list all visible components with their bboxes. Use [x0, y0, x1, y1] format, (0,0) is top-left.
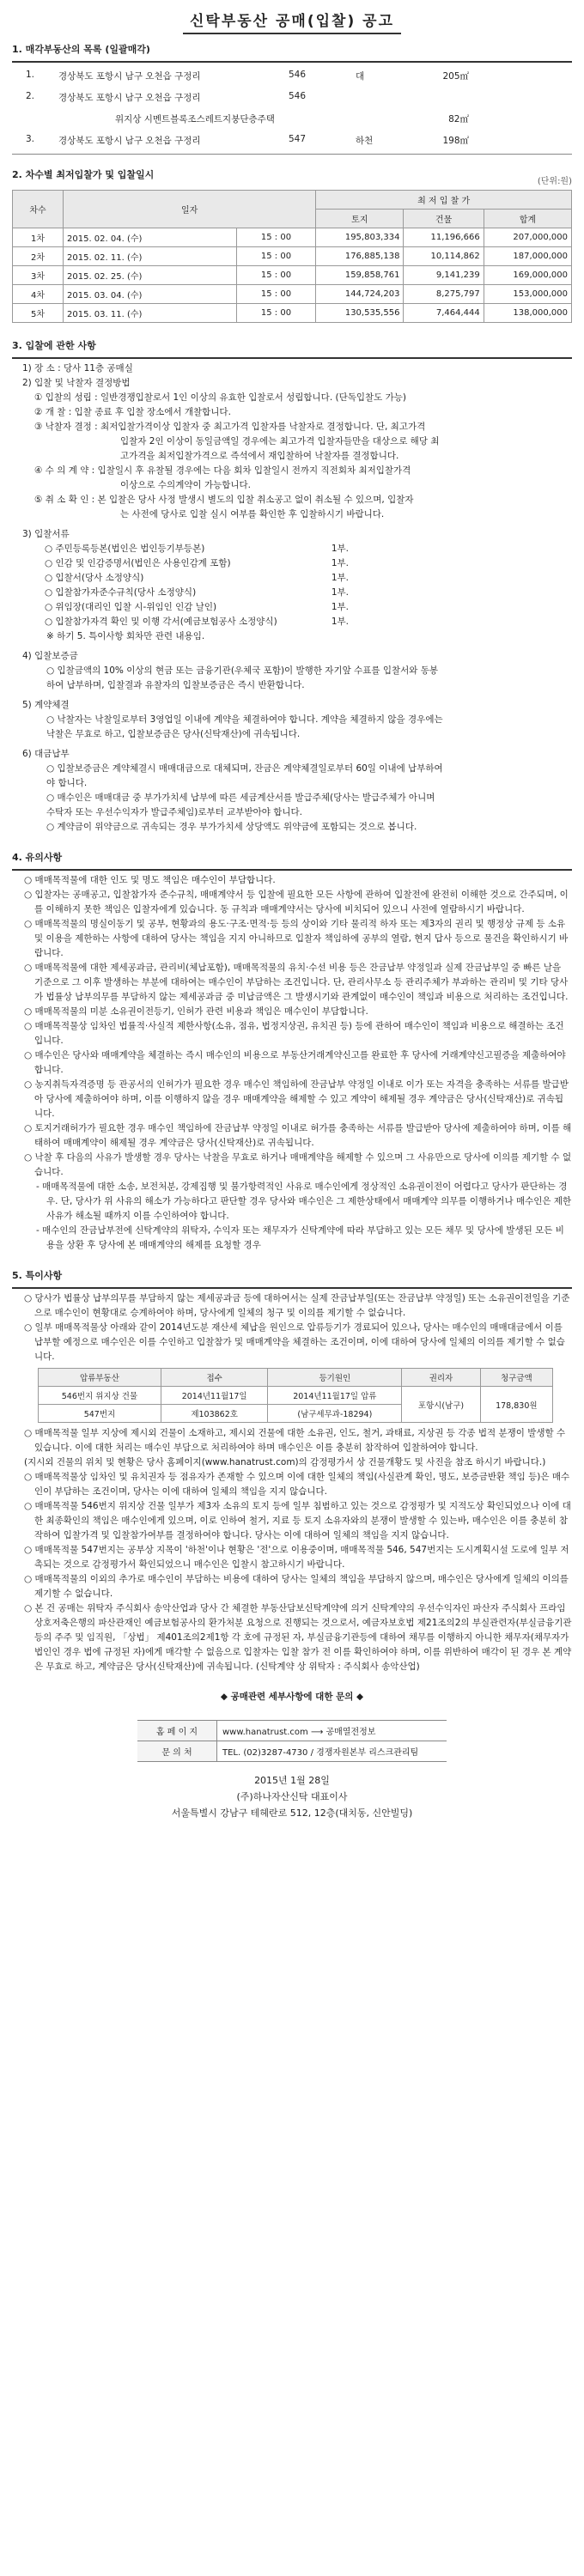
list-item: ○ 입찰참가자격 확인 및 이행 각서(예금보험공사 소정양식) 1부. — [45, 617, 349, 627]
divider — [12, 357, 572, 359]
list-item: (지시외 건물의 위치 및 현황은 당사 홈페이지(www.hanatrust.com)의 감정평가서 상 건물개황도 및 사진을 참조 하시기 바랍니다.) — [24, 1457, 546, 1467]
special-notes — [12, 1291, 572, 1364]
list-item: - 매수인의 잔금납부전에 신탁계약의 위탁자, 수익자 또는 채무자가 신탁계약에 따라 부담하고 있는 모든 채무 및 당사에 발생된 모든 비용을 상환 후 당사에 본 매매계약의 해제를 요청할 경우 — [36, 1225, 564, 1250]
table-row: 547번지 제103862호 (남구세무과-18294) — [39, 1405, 553, 1423]
list-item: - 매매목적물에 대한 소송, 보전처분, 강제집행 및 불가항력적인 사유로 매수인에게 정상적인 소유권이전이 어렵다고 당사가 판단하는 경우. 단, 당사가 위 사유의 해소가 가능하다고 판단할 경우 당사와 매수인은 그 제한상태에서 매매계약 의무를 이행하거나 매수인은 제한사유가 해소될 때까지 이를 수인하여야 합니다. — [36, 1182, 572, 1221]
table-header-row: 압류부동산 접수 등기원인 권리자 청구금액 — [39, 1369, 553, 1387]
list-item: ○ 토지거래허가가 필요한 경우 매수인 책임하에 잔금납부 약정일 이내로 허가를 충족하는 서류를 발급받아 당사에 제출하여야 하며, 이를 해태하여 매매계약이 해제될 경우 계약금은 당사(신탁재산)로 귀속됩니다. — [24, 1123, 572, 1148]
table-row: 홈 페 이 지 www.hanatrust.com ⟶ 공매열전정보 — [137, 1721, 447, 1741]
divider — [12, 869, 572, 871]
homepage-link[interactable]: www.hanatrust.com ⟶ 공매열전정보 — [217, 1721, 447, 1741]
table-header-row: 차수 일자 최 저 입 찰 가 — [13, 191, 572, 210]
section5-heading: 5. 특이사항 — [12, 1270, 63, 1281]
list-item: ○ 매매목적물에 대한 인도 및 명도 책임은 매수인이 부담합니다. — [24, 875, 276, 885]
list-item: ○ 낙찰 후 다음의 사유가 발생할 경우 당사는 낙찰을 무효로 하거나 매매계약을 해제할 수 있으며 그 사유만으로 당사에 이의를 제기할 수 없습니다. — [24, 1152, 572, 1177]
signature-block: 2015년 1월 28일 (주)하나자산신탁 대표이사 서울특별시 강남구 테헤란로 512, 12층(대치동, 신안빌딩) — [171, 1775, 413, 1819]
table-header-row: 토지 건물 합계 — [13, 210, 572, 228]
table-row: 5차 2015. 03. 11. (수) 15 : 00 130,535,556 7,464,444 138,000,000 — [13, 304, 572, 323]
table-row: 2차 2015. 02. 11. (수) 15 : 00 176,885,138 10,114,862 187,000,000 — [13, 247, 572, 266]
divider — [12, 1287, 572, 1289]
property-row: 1. 경상북도 포항시 남구 오천읍 구정리 546 대 205㎡ — [26, 70, 469, 82]
list-item: ○ 매매목적물의 명실이동기 및 공부, 현황과의 용도·구조·면적·등 등의 상이와 기타 물리적 하자 또는 제3자의 권리 및 행정상 규제 등 소유 및 이용을 제한하는 사항에 대하여 당사는 책임을 지지 아니하므로 입찰자 책임하에 공부의 열람, 현지 답사 등으로 물건을 확인하시기 바랍니다. — [24, 919, 569, 958]
list-item: ○ 주민등록등본(법인은 법인등기부등본) 1부. — [45, 544, 349, 554]
list-item: ○ 입찰서(당사 소정양식) 1부. — [45, 573, 349, 583]
inquiry-banner: ◆ 공매관련 세부사항에 대한 문의 ◆ — [220, 1692, 364, 1702]
section1-heading: 1. 매각부동산의 목록 (일괄매각) — [12, 44, 150, 55]
list-item: ○ 매매목적물에 대한 제세공과금, 관리비(체납포함), 매매목적물의 유치·수선 비용 등은 잔금납부 약정일과 실제 잔금납부일 중 빠른 날을 기준으로 그 이후 발생하는 부분에 대하여는 매수인이 부담하는 조건입니다. 단, 관리사무소 등 관리주체가 부과하는 관리비 및 기타 당사가 법률상 납부의무를 부담하지 않는 제세공과금 중 미납금액은 그 발생시기와 관계없이 매수인이 책임과 비용으로 처리하는 조건입니다. — [24, 963, 569, 1002]
cautions-list — [12, 873, 572, 1253]
contact-table — [137, 1720, 447, 1762]
property-row: 3. 경상북도 포항시 남구 오천읍 구정리 547 하천 198㎡ — [26, 134, 469, 146]
list-item: ○ 입찰참가자준수규칙(당사 소정양식) 1부. — [45, 587, 349, 598]
unit-label: (단위:원) — [537, 177, 572, 186]
list-item: ○ 매매목적물 546번지 위지상 건물 일부가 제3자 소유의 토지 등에 일부 침범하고 있는 것으로 감정평가 및 지적도상 확인되었으나 이에 대한 최종확인의 책임은 매수인에게 있으며, 이로 인하여 철거, 지료 등 토지 소유자와의 분쟁이 발생할 수 있는바, 매수인은 이를 충분히 참작하여 입찰가격 및 입찰참가여부를 결정하여야 합니다. 당사는 이에 대하여 일체의 책임을 지지 않습니다. — [24, 1501, 571, 1540]
table-row: 4차 2015. 03. 04. (수) 15 : 00 144,724,203 8,275,797 153,000,000 — [13, 285, 572, 304]
list-item: ○ 매매목적물 일부 지상에 제시외 건물이 소재하고, 제시외 건물에 대한 소유권, 인도, 철거, 과태료, 지상권 등 각종 법적 분쟁이 발생할 수 있습니다. 이에 대한 처리는 매수인 부담으로 처리하여야 하며 매수인은 이를 충분히 참작하여 입찰하여야 합니다. — [24, 1428, 566, 1453]
list-item: ○ 매매목적물상 임차인 법률적·사실적 제한사항(소유, 점유, 법정지상권, 유치권 등) 등에 관하여 매수인이 책임과 비용으로 해결하는 조건입니다. — [24, 1021, 564, 1046]
list-item: ○ 입찰자는 공매공고, 입찰참가자 준수규칙, 매매계약서 등 입찰에 필요한 모든 사항에 관하여 입찰전에 완전히 이해한 것으로 간주되며, 이를 이해하지 못한 책임은 입찰자에게 있습니다. 동 규칙과 매매계약서는 당사에 비치되어 있으니 사전에 열람하시기 바랍니다. — [24, 890, 569, 914]
bidding-details: 1) 장 소 : 당사 11층 공매실 2) 입찰 및 낙찰자 결정방법 ① 입찰의 성립 : 일반경쟁입찰로서 1인 이상의 유효한 입찰로서 성립합니다. (단독입찰도 가능) ② 개 찰 : 입찰 종료 후 입찰 장소에서 개찰합니다. ③ 낙찰자 결정 : 최저입찰가격이상 입찰자 중 최고가격 입찰자를 낙찰자로 결정합니다. 단, 최고가격 입찰자 2인 이상이 동일금액일 경우에는 최고가격 입찰자들만을 대상으로 해당 최 고가격을 최저입찰가격으로 즉석에서 재입찰하여 낙찰자를 결정합니다. ④ 수 의 계 약 : 입찰일시 후 유찰될 경우에는 다음 회차 입찰일시 전까지 직전회차 최저입찰가격 이상으로 수의계약이 가능합니다. ⑤ 취 소 확 인 : 본 입찰은 당사 사정 발생시 별도의 입찰 취소공고 없이 취소될 수 있으며, 입찰자 는 사전에 당사로 입찰 실시 여부를 확인한 후 입찰하시기 바랍니다. 3) 입찰서류 ○ 주민등록등본(법인은 법인등기부등본) 1부. ○ 인감 및 인감증명서(법인은 사용인감계 포함) 1부. ○ 입찰서(당사 소정양식) 1부. ○ 입찰참가자준수규칙(당사 소정양식) 1부. ○ 위임장(대리인 입찰 시-위임인 인감 날인) 1부. ○ 입찰참가자격 확인 및 이행 각서(예금보험공사 소정양식) 1부. ※ 하기 5. 특이사항 회차만 관련 내용임. 4) 입찰보증금 ○ 입찰금액의 10% 이상의 현금 또는 금융기관(우체국 포함)이 발행한 자기앞 수표를 입찰서와 동봉 하여 납부하며, 입찰결과 유찰자의 입찰보증금은 즉시 반환합니다. 5) 계약체결 ○ 낙찰자는 낙찰일로부터 3영업일 이내에 계약을 체결하여야 합니다. 계약을 체결하지 않을 경우에는 낙찰은 무효로 하고, 입찰보증금은 당사(신탁재산)에 귀속됩니다. 6) 대금납부 ○ 입찰보증금은 계약체결시 매매대금으로 대체되며, 잔금은 계약체결일로부터 60일 이내에 납부하여 야 합니다. ○ 매수인은 매매대금 중 부가가치세 납부에 따른 세금계산서를 발급주체(당사는 발급주체가 아니며 수탁자 또는 우선수익자가 발급주체임)로부터 교부받아야 합니다. ○ 계약금이 위약금으로 귀속되는 경우 부가가치세 상당액도 위약금에 포함되는 것으로 봅니다. — [12, 361, 572, 835]
list-item: ○ 매수인은 당사와 매매계약을 체결하는 즉시 매수인의 비용으로 부동산거래계약신고를 완료한 후 당사에 거래계약신고필증을 제출하여야 합니다. — [24, 1050, 566, 1075]
list-item: ○ 본 건 공매는 위탁자 주식회사 송악산업과 당사 간 체결한 부동산담보신탁계약에 의거 신탁계약의 우선수익자인 파산자 주식회사 프라임상호저축은행의 파산관재인 예금보험공사의 환가처분 요청으로 진행되는 것으로서, 예금자보호법 제21조의2의 부실관련자(부실금융기관등의 주주 및 임직원, 「상법」 제401조의2제1항 각 호에 규정된 자, 부실금융기관등에 대하여 채무를 이행하지 아니한 채무자(채무자가 법인인 경우 법에 규정된 자)에게 매각할 수 없음으로 입찰자는 입찰 참가 전 이를 확인하여야 하며, 이를 위반하여 매각이 된 경우 본 계약은 무효로 하고, 계약금은 당사(신탁재산)에 귀속됩니다. (신탁계약 상 위탁자 : 주식회사 송악산업) — [24, 1603, 572, 1672]
divider — [12, 154, 572, 155]
table-row: 문 의 처 TEL. (02)3287-4730 / 경쟁자원본부 리스크관리팀 — [137, 1741, 447, 1762]
list-item: ○ 당사가 법률상 납부의무를 부담하지 않는 제세공과금 등에 대하여서는 실제 잔금납부일(또는 잔금납부 약정일) 또는 소유권이전일을 기준으로 매수인이 현황대로 승계하여야 하며, 당사에게 일체의 청구 및 이의를 제기할 수 없습니다. — [24, 1293, 570, 1318]
property-list-table — [12, 65, 572, 151]
special-notes-continued — [12, 1426, 572, 1674]
section2-header — [12, 157, 572, 186]
divider — [12, 61, 572, 63]
list-item: ○ 매매목적물의 미분 소유권이전등기, 인허가 관련 비용과 책임은 매수인이 부담합니다. — [24, 1006, 368, 1017]
section2-heading: 2. 차수별 최저입찰가 및 입찰일시 — [12, 169, 155, 180]
property-row: 2. 경상북도 포항시 남구 오천읍 구정리 546 — [26, 91, 307, 103]
bid-schedule-table — [12, 190, 572, 323]
list-item: ○ 인감 및 인감증명서(법인은 사용인감계 포함) 1부. — [45, 558, 349, 568]
list-item: ○ 일부 매매목적물상 아래와 같이 2014년도분 재산세 체납을 원인으로 압류등기가 경료되어 있으나, 당사는 매수인의 매매대금에서 이를 납부할 예정으로 매수인은 이를 수인하고 입찰참가 및 매매계약을 체결하는 조건이며, 이에 대하여 당사에 일체의 이의를 제기할 수 없습니다. — [24, 1322, 565, 1362]
section3-heading: 3. 입찰에 관한 사항 — [12, 340, 96, 351]
list-item: ○ 위임장(대리인 입찰 시-위임인 인감 날인) 1부. — [45, 602, 349, 612]
list-item: ○ 매매목적물 547번지는 공부상 지목이 '하천'이나 현황은 '전'으로 이용중이며, 매매목적물 546, 547번지는 도시계획시설 도로에 일부 저촉되는 것으로 감정평가서 확인되었으니 매수인은 입찰시 참고하시기 바랍니다. — [24, 1545, 569, 1570]
section4-heading: 4. 유의사항 — [12, 852, 63, 863]
table-row: 1차 2015. 02. 04. (수) 15 : 00 195,803,334 11,196,666 207,000,000 — [13, 228, 572, 247]
table-row: 546번지 위지상 건물 2014년11월17일 2014년11월17일 압류 포항시(남구) 178,830원 — [39, 1387, 553, 1405]
contact-box — [137, 1720, 447, 1762]
seizure-table — [38, 1368, 553, 1423]
list-item: ○ 매매목적물상 임차인 및 유치권자 등 점유자가 존재할 수 있으며 이에 대한 일체의 책임(사실관계 확인, 명도, 보증금반환 책임 등)은 매수인이 부담하는 조건이며, 당사는 이에 대하여 일체의 책임을 지지 않습니다. — [24, 1472, 570, 1497]
property-row: 위지상 시멘트블록조스레트지붕단층주택 82㎡ — [115, 114, 469, 125]
list-item: ○ 매매목적물의 이외의 추가로 매수인이 부담하는 비용에 대하여 당사는 일체의 책임을 부담하지 않으며, 매수인은 당사에게 일체의 이의를 제기할 수 없습니다. — [24, 1574, 569, 1599]
page-title: 신탁부동산 공매(입찰) 공고 — [12, 9, 572, 30]
list-item: ○ 농지취득자격증명 등 관공서의 인허가가 필요한 경우 매수인 책임하에 잔금납부 약정일 이내로 이가 또는 자격을 충족하는 서류를 발급받아 당사에 제출하여야 하며, 이를 이행하지 않을 경우 매매계약을 해제할 수 있고 계약이 해제될 경우 계약금은 당사(신탁재산)로 귀속됩니다. — [24, 1079, 569, 1119]
table-row: 3차 2015. 02. 25. (수) 15 : 00 159,858,761 9,141,239 169,000,000 — [13, 266, 572, 285]
